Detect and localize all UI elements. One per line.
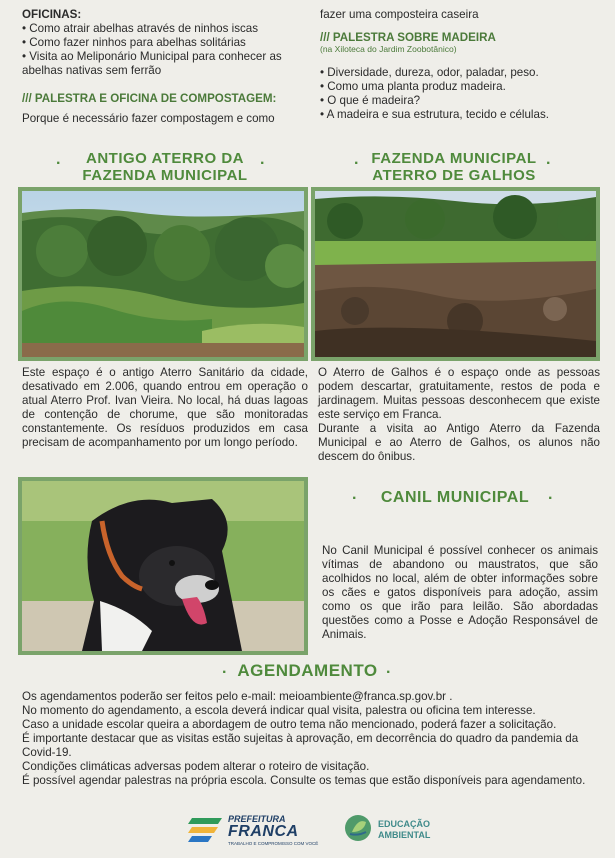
list-item: • Diversidade, dureza, odor, paladar, peso. bbox=[320, 66, 539, 79]
dots-icon: · bbox=[352, 490, 358, 507]
edu-line2: AMBIENTAL bbox=[378, 830, 431, 840]
logo-line1: PREFEITURA bbox=[228, 814, 286, 824]
canil-text: No Canil Municipal é possível conhecer os animais vítimas de abandono ou maustratos, que são acolhidos no local, além de obter informações sobre os cães e gatos disponíveis para adoção, assim como os que irão para leilão. São abordadas questões como a Posse e Adoção Responsável de Animais. bbox=[322, 544, 598, 641]
aterro-text: Este espaço é o antigo Aterro Sanitário da cidade, desativado em 2.006, quando entrou em operação o atual Aterro Prof. Ivan Vieira. No local, há duas lagoas de contenção de chorume, que são monitoradas constantemente. Os resíduos produzidos em casa precisam de acompanhamento por um longo período. bbox=[22, 366, 308, 449]
oficinas-list bbox=[22, 22, 312, 78]
aterro-landscape-image bbox=[22, 191, 304, 357]
aterro-title-line1: ANTIGO ATERRO DA bbox=[86, 150, 244, 167]
aterro-photo bbox=[18, 187, 308, 361]
galhos-heading bbox=[364, 150, 544, 184]
galhos-photo bbox=[311, 187, 600, 361]
agendamento-line: No momento do agendamento, a escola deverá indicar qual visita, palestra ou oficina tem interesse. bbox=[22, 704, 536, 717]
prefeitura-franca-logo bbox=[188, 812, 318, 848]
aterro-title-line2: FAZENDA MUNICIPAL bbox=[82, 167, 248, 184]
dots-icon: · bbox=[222, 664, 228, 681]
compostagem-title: /// PALESTRA E OFICINA DE COMPOSTAGEM: bbox=[22, 92, 277, 105]
agendamento-line: Os agendamentos poderão ser feitos pelo e-mail: meioambiente@franca.sp.gov.br . bbox=[22, 690, 453, 703]
dots-icon: · bbox=[386, 664, 392, 681]
galhos-text-1: O Aterro de Galhos é o espaço onde as pessoas podem descartar, gratuitamente, restos de poda e jardinagem. Muitas pessoas desconhecem que existe este serviço em Franca. bbox=[318, 366, 600, 421]
agendamento-title: AGENDAMENTO bbox=[237, 661, 378, 680]
galhos-text-2: Durante a visita ao Antigo Aterro da Fazenda Municipal e ao Aterro de Galhos, os alunos não descem do ônibus. bbox=[318, 422, 600, 463]
dots-icon: · bbox=[548, 490, 554, 507]
galhos-landscape-image bbox=[315, 191, 596, 357]
galhos-title-line2: ATERRO DE GALHOS bbox=[372, 167, 536, 184]
compostagem-line1: Porque é necessário fazer compostagem e como bbox=[22, 112, 275, 125]
agendamento-text bbox=[22, 690, 600, 788]
madeira-title: /// PALESTRA SOBRE MADEIRA bbox=[320, 31, 496, 44]
galhos-text bbox=[318, 366, 600, 464]
edu-line1: EDUCAÇÃO bbox=[378, 819, 431, 829]
list-item: abelhas nativas sem ferrão bbox=[22, 64, 162, 77]
aterro-heading bbox=[70, 150, 260, 184]
compostagem-line2: fazer uma composteira caseira bbox=[320, 8, 479, 21]
canil-title: CANIL MUNICIPAL bbox=[380, 489, 530, 506]
leaf-hand-icon bbox=[344, 814, 372, 842]
logo-tagline: TRABALHO E COMPROMISSO COM VOCÊ bbox=[228, 841, 319, 846]
dots-icon: · bbox=[56, 155, 62, 172]
list-item: • Como uma planta produz madeira. bbox=[320, 80, 506, 93]
agendamento-line: Caso a unidade escolar queira a abordagem de outro tema não mencionado, poderá fazer a solicitação. bbox=[22, 718, 557, 731]
madeira-list bbox=[320, 66, 605, 122]
list-item: • Visita ao Meliponário Municipal para conhecer as bbox=[22, 50, 282, 63]
educacao-ambiental-logo bbox=[344, 814, 444, 844]
agendamento-line: Condições climáticas adversas podem alterar o roteiro de visitação. bbox=[22, 760, 370, 773]
galhos-title-line1: FAZENDA MUNICIPAL bbox=[371, 150, 537, 167]
agendamento-line: É possível agendar palestras na própria escola. Consulte os temas que estão disponíveis para agendamento. bbox=[22, 774, 586, 787]
list-item: • A madeira e sua estrutura, tecido e células. bbox=[320, 108, 549, 121]
dots-icon: · bbox=[354, 155, 360, 172]
list-item: • Como fazer ninhos para abelhas solitárias bbox=[22, 36, 246, 49]
franca-flag-icon bbox=[188, 816, 224, 844]
list-item: • O que é madeira? bbox=[320, 94, 421, 107]
oficinas-title: OFICINAS: bbox=[22, 8, 82, 21]
dog-image bbox=[22, 481, 304, 651]
list-item: • Como atrair abelhas através de ninhos iscas bbox=[22, 22, 259, 35]
oficinas-section bbox=[22, 8, 312, 78]
agendamento-line: É importante destacar que as visitas estão sujeitas à aprovação, em decorrência do quadro da pandemia da Covid-19. bbox=[22, 732, 579, 759]
dots-icon: · bbox=[546, 155, 552, 172]
canil-photo bbox=[18, 477, 308, 655]
logo-line2: FRANCA bbox=[228, 823, 299, 840]
dots-icon: · bbox=[260, 155, 266, 172]
madeira-subtitle: (na Xiloteca do Jardim Zoobotânico) bbox=[320, 44, 457, 54]
